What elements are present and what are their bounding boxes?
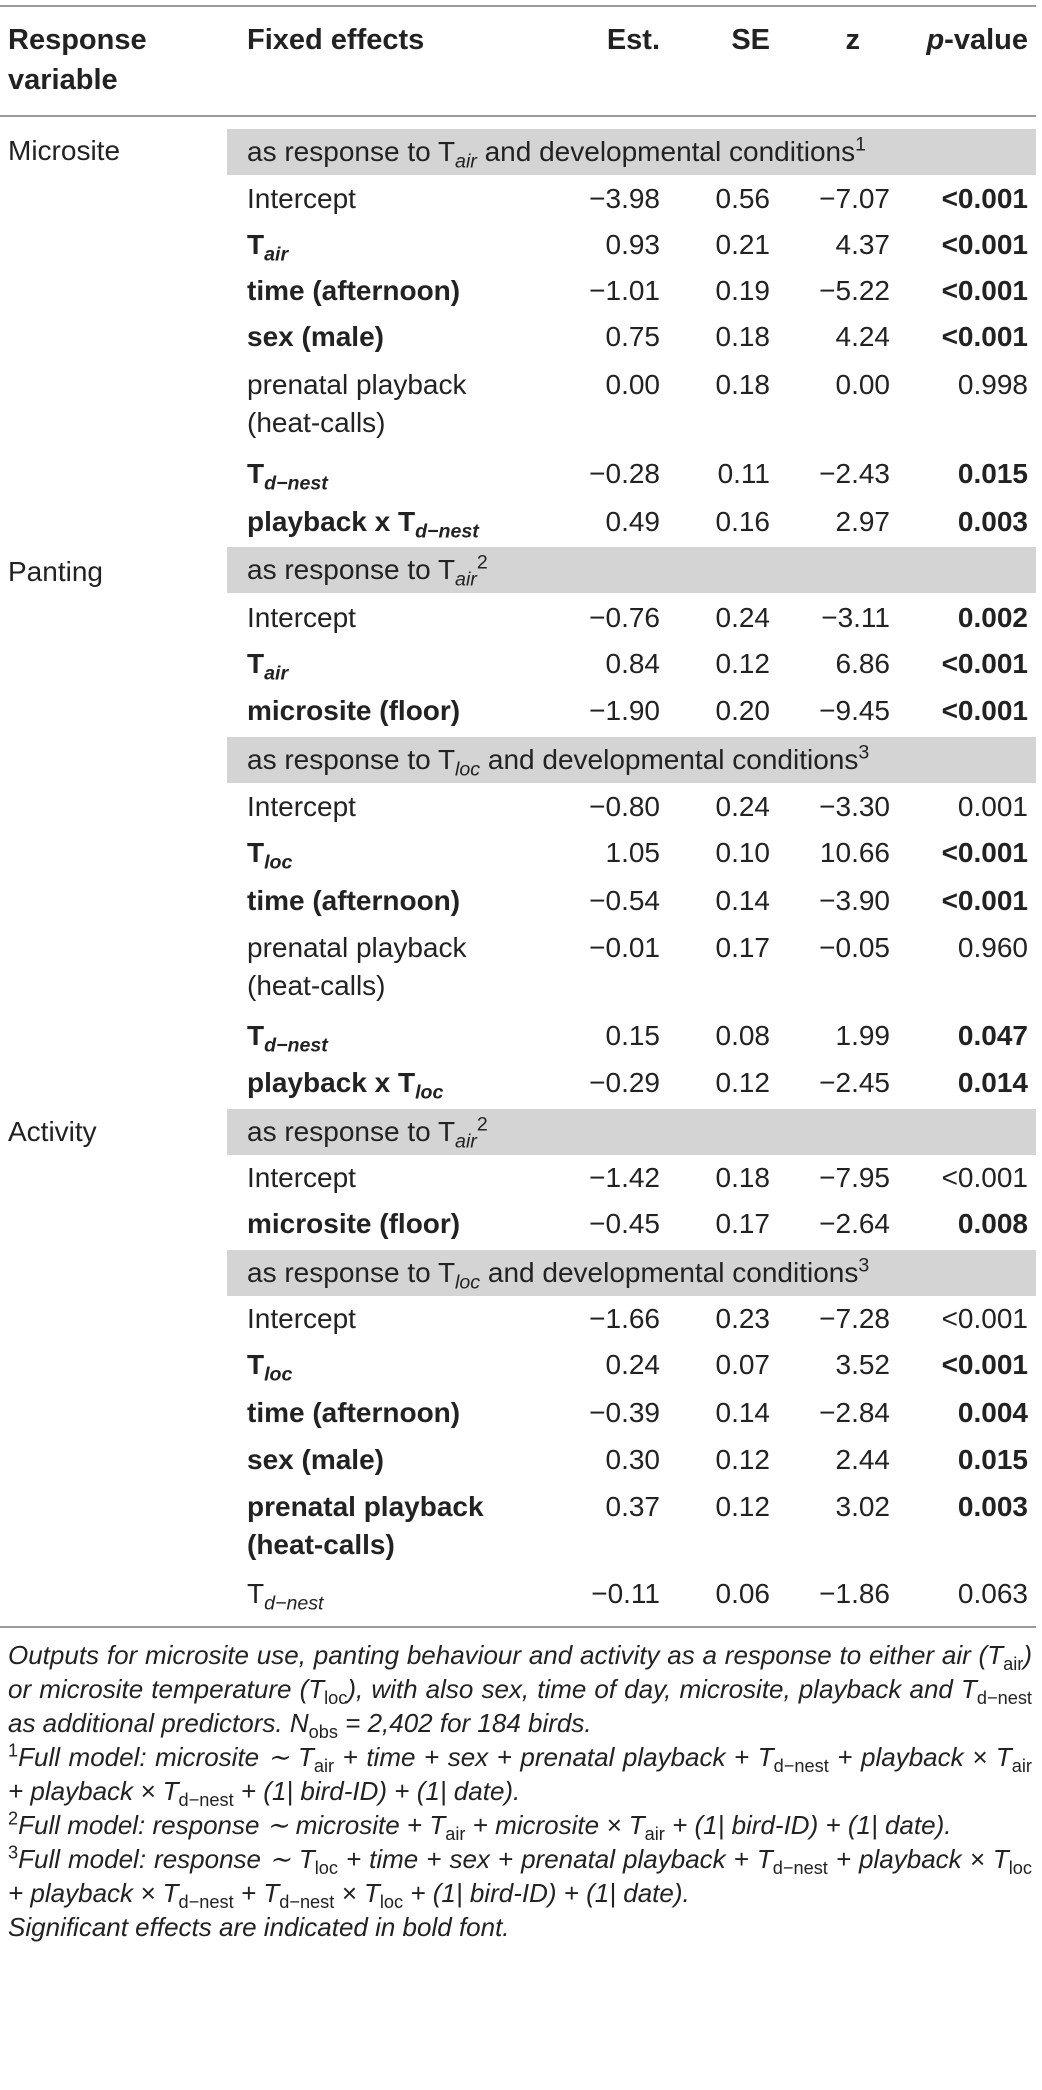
effect-cell: [247, 834, 292, 872]
note-sub: air: [445, 1824, 466, 1845]
header-est: Est.: [606, 24, 660, 56]
z-cell: 10.66: [819, 837, 890, 868]
effect-cell: [247, 455, 328, 493]
effect-cell: time (afternoon): [247, 275, 461, 306]
p-cell: 0.004: [957, 1397, 1028, 1428]
group-label-microsite: Microsite: [8, 135, 121, 166]
note-symbol: N: [289, 1708, 309, 1738]
p-cell: <0.001: [941, 183, 1028, 214]
footnote-2: [8, 1808, 1032, 1845]
est-cell: 1.05: [605, 837, 660, 868]
p-cell: 0.960: [957, 932, 1028, 963]
effect-sub: loc: [264, 851, 293, 874]
est-cell: 0.00: [605, 369, 660, 400]
footnote-significance: Significant effects are indicated in bold font.: [8, 1912, 510, 1942]
se-cell: 0.08: [715, 1020, 770, 1051]
est-cell: −0.76: [589, 602, 660, 633]
se-cell: 0.56: [715, 183, 770, 214]
se-cell: 0.18: [715, 369, 770, 400]
note-text: = 2,402 for 184 birds.: [337, 1708, 592, 1738]
note-text: ), with also sex, time of day, microsite, playback and: [347, 1674, 961, 1704]
section-band: [227, 547, 1036, 593]
p-cell: <0.001: [941, 1349, 1028, 1380]
note-sub: loc: [324, 1688, 348, 1709]
note-text: ×: [334, 1878, 364, 1908]
header-p-italic: p: [926, 24, 945, 56]
effect-cell: Intercept: [247, 791, 356, 822]
se-cell: 0.06: [715, 1578, 770, 1609]
note-sub: air: [1003, 1654, 1024, 1675]
est-cell: 0.84: [605, 648, 660, 679]
note-symbol: T: [756, 1844, 773, 1874]
est-cell: −0.39: [589, 1397, 660, 1428]
note-text: + (1| bird-ID) + (1| date).: [233, 1776, 521, 1806]
z-cell: −2.64: [819, 1208, 890, 1239]
note-symbol: T: [628, 1810, 645, 1840]
se-cell: 0.24: [715, 602, 770, 633]
z-cell: 3.52: [835, 1349, 890, 1380]
effect-cell: microsite (floor): [247, 1208, 461, 1239]
section-band-label: [247, 551, 488, 589]
p-cell: <0.001: [941, 229, 1028, 260]
est-cell: 0.30: [605, 1444, 660, 1475]
band-text: as response to T: [247, 554, 456, 585]
effect-sub: loc: [264, 1363, 293, 1386]
effect-line2: (heat-calls): [247, 1529, 395, 1560]
est-cell: −1.01: [589, 275, 660, 306]
note-symbol: T: [757, 1742, 774, 1772]
se-cell: 0.10: [715, 837, 770, 868]
header-z: z: [845, 24, 860, 56]
se-cell: 0.23: [715, 1303, 770, 1334]
band-text: and developmental conditions: [480, 1257, 859, 1288]
est-cell: −0.11: [591, 1578, 660, 1609]
z-cell: −9.45: [819, 695, 890, 726]
est-cell: −0.54: [589, 885, 660, 916]
header-response-line2: variable: [8, 64, 118, 96]
p-cell: 0.998: [957, 369, 1028, 400]
est-cell: 0.75: [605, 321, 660, 352]
band-sub: air: [455, 1130, 477, 1153]
table-header-rule: [0, 115, 1036, 117]
est-cell: 0.15: [605, 1020, 660, 1051]
z-cell: 2.97: [835, 506, 890, 537]
note-text: Full model: microsite ∼: [18, 1742, 298, 1772]
p-cell: <0.001: [941, 321, 1028, 352]
z-cell: 1.99: [835, 1020, 890, 1051]
p-cell: <0.001: [941, 885, 1028, 916]
section-band: [227, 737, 1036, 783]
band-sup: 3: [858, 1254, 870, 1277]
section-band: [227, 1250, 1036, 1296]
band-sub: loc: [455, 758, 481, 781]
footnote-summary: [8, 1638, 1032, 1743]
effect-sub: loc: [415, 1081, 444, 1104]
effect-cell: [247, 645, 288, 683]
effect-cell: microsite (floor): [247, 695, 461, 726]
se-cell: 0.18: [715, 1162, 770, 1193]
se-cell: 0.07: [715, 1349, 770, 1380]
note-text: + playback ×: [8, 1776, 163, 1806]
p-cell: 0.063: [957, 1578, 1028, 1609]
se-cell: 0.24: [715, 791, 770, 822]
note-text: + time + sex + prenatal playback +: [334, 1742, 758, 1772]
p-cell: 0.002: [957, 602, 1028, 633]
band-sub: air: [455, 568, 477, 591]
band-text: as response to T: [247, 136, 456, 167]
effect-line2: (heat-calls): [247, 407, 386, 438]
effect-cell: Intercept: [247, 602, 356, 633]
note-symbol: T: [992, 1844, 1009, 1874]
p-cell: 0.008: [957, 1208, 1028, 1239]
section-band-label: [247, 1254, 869, 1292]
effect-cell: [247, 1064, 443, 1102]
effect-cell: time (afternoon): [247, 885, 461, 916]
note-sub: loc: [314, 1858, 338, 1879]
band-sup: 3: [858, 741, 870, 764]
note-symbol: T: [429, 1810, 446, 1840]
z-cell: −7.95: [819, 1162, 890, 1193]
effect-cell: [247, 1488, 547, 1564]
effect-line2: (heat-calls): [247, 970, 386, 1001]
effect-cell: [247, 1346, 292, 1384]
effect-cell: [247, 1017, 328, 1055]
header-response-variable: [8, 20, 147, 100]
effect-main: T: [247, 1349, 265, 1380]
effect-cell: time (afternoon): [247, 1397, 461, 1428]
se-cell: 0.12: [715, 1067, 770, 1098]
note-sub: d−nest: [773, 1756, 829, 1777]
effect-cell: Intercept: [247, 183, 356, 214]
note-text: Full model: response ∼: [18, 1844, 299, 1874]
p-cell: <0.001: [941, 275, 1028, 306]
note-symbol: T: [995, 1742, 1012, 1772]
table-top-rule: [0, 5, 1036, 7]
z-cell: −2.45: [819, 1067, 890, 1098]
note-symbol: T: [162, 1878, 179, 1908]
z-cell: −2.43: [819, 458, 890, 489]
note-symbol: T: [162, 1776, 179, 1806]
se-cell: 0.14: [715, 1397, 770, 1428]
p-cell: 0.047: [957, 1020, 1028, 1051]
effect-cell: Intercept: [247, 1303, 356, 1334]
effect-cell: [247, 1575, 323, 1613]
effect-sub: air: [264, 662, 289, 685]
note-sub: loc: [1008, 1858, 1032, 1879]
note-symbol: T: [363, 1878, 380, 1908]
effect-cell: sex (male): [247, 321, 384, 352]
band-sup: 1: [855, 133, 866, 156]
se-cell: 0.21: [715, 229, 770, 260]
note-text: + (1| bird-ID) + (1| date).: [664, 1810, 952, 1840]
se-cell: 0.18: [715, 321, 770, 352]
est-cell: −0.28: [589, 458, 660, 489]
se-cell: 0.20: [715, 695, 770, 726]
z-cell: 6.86: [835, 648, 890, 679]
note-text: + playback ×: [827, 1844, 993, 1874]
effect-main: T: [247, 837, 265, 868]
note-sub: d−nest: [178, 1892, 234, 1913]
footnote-1: [8, 1740, 1032, 1811]
se-cell: 0.19: [715, 275, 770, 306]
est-cell: 0.93: [605, 229, 660, 260]
z-cell: 3.02: [835, 1491, 890, 1522]
group-label-activity: Activity: [8, 1116, 97, 1147]
z-cell: −3.11: [821, 602, 890, 633]
effect-cell: [247, 226, 288, 264]
note-symbol: T: [987, 1640, 1004, 1670]
note-text: Full model: response ∼ microsite +: [18, 1810, 430, 1840]
note-text: as additional predictors.: [8, 1708, 290, 1738]
note-sup: 2: [8, 1808, 19, 1829]
band-sup: 2: [476, 551, 488, 574]
est-cell: −1.42: [589, 1162, 660, 1193]
z-cell: 4.24: [835, 321, 890, 352]
effect-sub: d−nest: [264, 1034, 328, 1057]
p-cell: 0.001: [957, 791, 1028, 822]
effect-main: playback x T: [247, 506, 416, 537]
note-text: ) or microsite temperature (: [8, 1640, 1032, 1704]
section-band-label: [247, 741, 869, 779]
z-cell: −2.84: [819, 1397, 890, 1428]
p-cell: <0.001: [941, 1162, 1028, 1193]
effect-sub: air: [264, 243, 289, 266]
effect-main: T: [247, 1020, 265, 1051]
effect-main: playback x T: [247, 1067, 416, 1098]
section-band-label: [247, 1113, 488, 1151]
note-text: + time + sex + prenatal playback +: [337, 1844, 757, 1874]
z-cell: −5.22: [819, 275, 890, 306]
footnote-3: [8, 1842, 1032, 1913]
z-cell: −7.28: [819, 1303, 890, 1334]
p-cell: 0.003: [957, 1491, 1028, 1522]
est-cell: 0.24: [605, 1349, 660, 1380]
band-text: and developmental conditions: [480, 744, 859, 775]
table-bottom-rule: [0, 1626, 1036, 1628]
est-cell: −0.01: [589, 932, 660, 963]
effect-line1: prenatal playback: [247, 932, 467, 963]
band-text: as response to T: [247, 1116, 456, 1147]
band-sub: loc: [455, 1271, 481, 1294]
p-cell: <0.001: [941, 837, 1028, 868]
z-cell: 2.44: [835, 1444, 890, 1475]
effect-sub: d−nest: [264, 1592, 324, 1615]
z-cell: −3.90: [819, 885, 890, 916]
se-cell: 0.11: [717, 458, 770, 489]
note-sub: air: [1011, 1756, 1032, 1777]
est-cell: −1.66: [589, 1303, 660, 1334]
se-cell: 0.16: [715, 506, 770, 537]
est-cell: −0.80: [589, 791, 660, 822]
p-cell: 0.003: [957, 506, 1028, 537]
note-sub: d−nest: [178, 1790, 234, 1811]
est-cell: −0.45: [589, 1208, 660, 1239]
z-cell: −7.07: [819, 183, 890, 214]
band-sub: air: [455, 150, 477, 173]
group-label-panting: Panting: [8, 556, 103, 587]
est-cell: −1.90: [589, 695, 660, 726]
note-text: + playback ×: [8, 1878, 163, 1908]
header-fixed-effects: Fixed effects: [247, 24, 425, 56]
est-cell: 0.37: [605, 1491, 660, 1522]
note-sub: air: [313, 1756, 335, 1777]
header-p-rest: -value: [944, 24, 1028, 56]
z-cell: −0.05: [819, 932, 890, 963]
band-text: as response to T: [247, 1257, 456, 1288]
p-cell: 0.015: [957, 1444, 1028, 1475]
note-symbol: T: [308, 1674, 325, 1704]
note-sup: 1: [8, 1740, 19, 1761]
se-cell: 0.17: [715, 1208, 770, 1239]
note-sup: 3: [8, 1842, 19, 1863]
effect-main: T: [247, 229, 265, 260]
note-text: + (1| bird-ID) + (1| date).: [403, 1878, 690, 1908]
z-cell: −3.30: [819, 791, 890, 822]
note-sub: d−nest: [772, 1858, 828, 1879]
est-cell: −0.29: [589, 1067, 660, 1098]
note-text: Outputs for microsite use, panting behaviour and activity as a response to either air (: [8, 1640, 988, 1670]
z-cell: 0.00: [835, 369, 890, 400]
effect-cell: sex (male): [247, 1444, 384, 1475]
band-text: as response to T: [247, 744, 456, 775]
effect-main: T: [247, 1578, 265, 1609]
note-sub: obs: [308, 1722, 338, 1743]
se-cell: 0.12: [715, 648, 770, 679]
se-cell: 0.12: [715, 1444, 770, 1475]
note-sub: d−nest: [976, 1688, 1032, 1709]
note-text: + microsite ×: [465, 1810, 629, 1840]
effect-cell: [247, 366, 547, 442]
effect-line1: prenatal playback: [247, 369, 467, 400]
note-sub: loc: [379, 1892, 404, 1913]
band-text: and developmental conditions: [476, 136, 856, 167]
est-cell: −3.98: [589, 183, 660, 214]
table-footnotes: [8, 1638, 1032, 1944]
p-cell: <0.001: [941, 695, 1028, 726]
note-symbol: T: [298, 1844, 315, 1874]
note-text: +: [233, 1878, 264, 1908]
section-band: [227, 1109, 1036, 1155]
band-sup: 2: [476, 1113, 488, 1136]
section-band-label: [247, 133, 866, 171]
se-cell: 0.12: [715, 1491, 770, 1522]
note-sub: d−nest: [279, 1892, 335, 1913]
effect-sub: d−nest: [264, 472, 328, 495]
effect-cell: [247, 503, 479, 541]
effect-sub: d−nest: [415, 520, 479, 543]
p-cell: <0.001: [941, 648, 1028, 679]
header-response-line1: Response: [8, 24, 147, 56]
note-symbol: T: [263, 1878, 280, 1908]
se-cell: 0.17: [715, 932, 770, 963]
se-cell: 0.14: [715, 885, 770, 916]
p-cell: 0.015: [957, 458, 1028, 489]
effect-main: T: [247, 458, 265, 489]
note-symbol: T: [960, 1674, 977, 1704]
note-sub: air: [644, 1824, 665, 1845]
note-symbol: T: [297, 1742, 314, 1772]
effect-line1: prenatal playback: [247, 1491, 484, 1522]
z-cell: 4.37: [835, 229, 890, 260]
effect-cell: Intercept: [247, 1162, 356, 1193]
section-band: [227, 129, 1036, 175]
z-cell: −1.86: [819, 1578, 890, 1609]
header-p-value: [910, 20, 1028, 60]
effect-main: T: [247, 648, 265, 679]
effect-cell: [247, 929, 547, 1005]
header-se: SE: [731, 24, 770, 56]
note-text: + playback ×: [828, 1742, 996, 1772]
p-cell: <0.001: [941, 1303, 1028, 1334]
est-cell: 0.49: [605, 506, 660, 537]
p-cell: 0.014: [957, 1067, 1028, 1098]
